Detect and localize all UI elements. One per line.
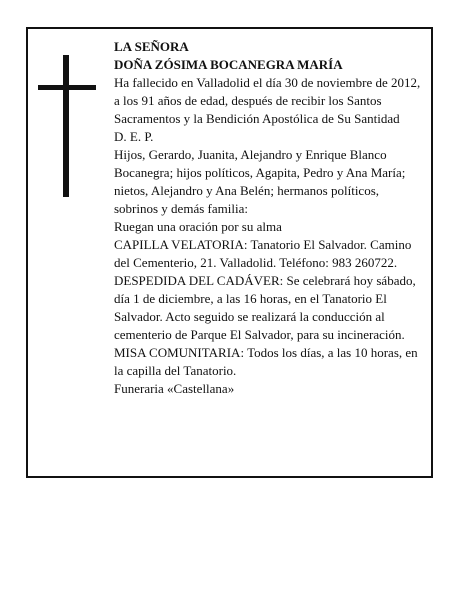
family-list: Hijos, Gerardo, Juanita, Alejandro y Enrique Blanco Bocanegra; hijos políticos, Agapita, Pedro y Ana María; nietos, Alejandro y Ana Belén; hermanos políticos, sobrinos y demás familia: <box>114 147 406 216</box>
funeral-home: Funeraria «Castellana» <box>114 381 235 396</box>
cross-horizontal-bar <box>38 85 96 90</box>
cross-icon <box>38 55 96 197</box>
deceased-name: DOÑA ZÓSIMA BOCANEGRA MARÍA <box>114 57 343 72</box>
obituary-title: LA SEÑORA <box>114 39 189 54</box>
rip-line: D. E. P. <box>114 129 154 144</box>
obituary-text <box>114 38 426 398</box>
mass-info: MISA COMUNITARIA: Todos los días, a las 10 horas, en la capilla del Tanatorio. <box>114 345 418 378</box>
chapel-info: CAPILLA VELATORIA: Tanatorio El Salvador. Camino del Cementerio, 21. Valladolid. Teléfono: 983 260722. <box>114 237 412 270</box>
cross-vertical-bar <box>63 55 69 197</box>
farewell-info: DESPEDIDA DEL CADÁVER: Se celebrará hoy sábado, día 1 de diciembre, a las 16 horas, en el Tanatorio El Salvador. Acto seguido se realizará la conducción al cementerio de Parque El Salvador, para su incineración. <box>114 273 416 342</box>
death-announcement: Ha fallecido en Valladolid el día 30 de noviembre de 2012, a los 91 años de edad, después de recibir los Santos Sacramentos y la Bendición Apostólica de Su Santidad <box>114 75 421 126</box>
prayer-request: Ruegan una oración por su alma <box>114 219 282 234</box>
